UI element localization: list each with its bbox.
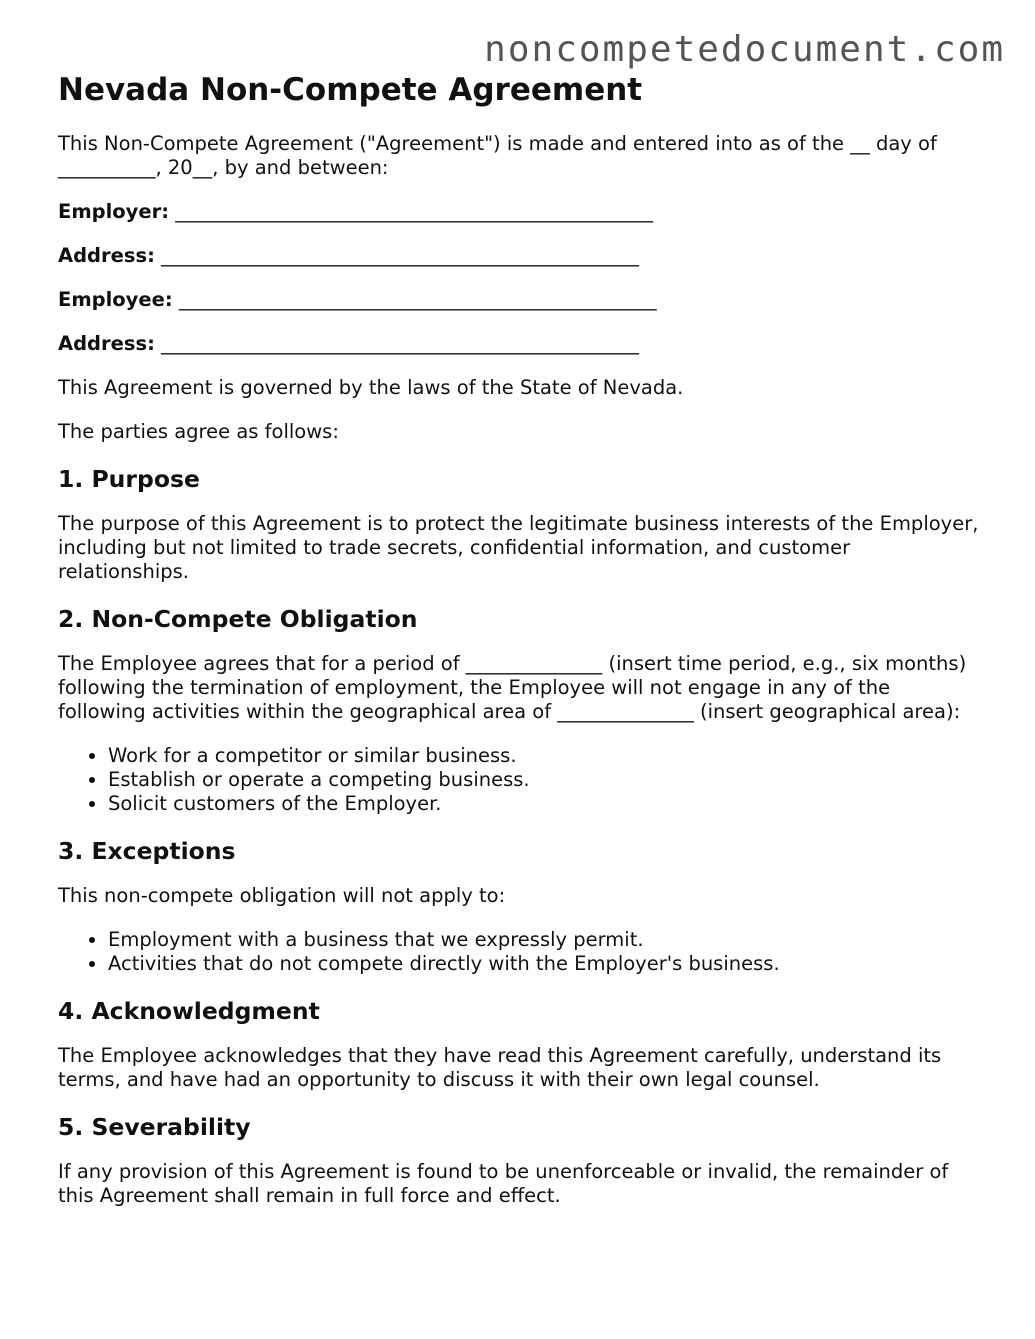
list-item: • Establish or operate a competing business. xyxy=(108,768,983,792)
field-blank: _________________________________________________ xyxy=(161,332,639,355)
list-item: • Work for a competitor or similar business. xyxy=(108,744,983,768)
field-blank: _________________________________________________ xyxy=(175,200,653,223)
list-item: • Activities that do not compete directly with the Employer's business. xyxy=(108,952,983,976)
section-heading-non-compete: 2. Non-Compete Obligation xyxy=(58,605,418,633)
section-heading-acknowledgment: 4. Acknowledgment xyxy=(58,997,320,1025)
section-heading-exceptions: 3. Exceptions xyxy=(58,837,236,865)
section-text-non-compete: The Employee agrees that for a period of ______________ (insert time period, e.g., six months) following the termination of employment, the Employee will not engage in any of the following activities within the geographical area of ______________ (insert geographical area): xyxy=(58,652,967,723)
section-heading-severability: 5. Severability xyxy=(58,1113,251,1141)
field-label: Address: xyxy=(58,244,155,267)
document-title: Nevada Non-Compete Agreement xyxy=(58,72,643,108)
document-body xyxy=(58,70,983,1228)
list-item: • Solicit customers of the Employer. xyxy=(108,792,983,816)
employer-address-field xyxy=(58,244,983,268)
section-heading-purpose: 1. Purpose xyxy=(58,465,200,493)
section-text-exceptions: This non-compete obligation will not apply to: xyxy=(58,884,506,907)
section-text-acknowledgment: The Employee acknowledges that they have read this Agreement carefully, understand its terms, and have had an opportunity to discuss it with their own legal counsel. xyxy=(58,1044,942,1091)
section-text-purpose: The purpose of this Agreement is to protect the legitimate business interests of the Employer, including but not limited to trade secrets, confidential information, and customer relationships. xyxy=(58,512,979,583)
employer-field xyxy=(58,200,983,224)
governing-law-paragraph: This Agreement is governed by the laws of the State of Nevada. xyxy=(58,376,684,399)
watermark-text: noncompetedocument.com xyxy=(484,29,1005,70)
field-blank: _________________________________________________ xyxy=(178,288,657,311)
field-label: Employer: xyxy=(58,200,170,223)
list-item: • Employment with a business that we expressly permit. xyxy=(108,928,983,952)
field-blank: _________________________________________________ xyxy=(161,244,639,267)
employee-field xyxy=(58,288,983,312)
non-compete-activities-list xyxy=(58,744,983,816)
exceptions-list xyxy=(58,928,983,976)
parties-paragraph: The parties agree as follows: xyxy=(58,420,339,443)
employee-address-field xyxy=(58,332,983,356)
field-label: Employee: xyxy=(58,288,173,311)
field-label: Address: xyxy=(58,332,155,355)
intro-paragraph: This Non-Compete Agreement ("Agreement") is made and entered into as of the __ day of __________, 20__, by and between: xyxy=(58,132,937,179)
section-text-severability: If any provision of this Agreement is found to be unenforceable or invalid, the remainder of this Agreement shall remain in full force and effect. xyxy=(58,1160,949,1207)
